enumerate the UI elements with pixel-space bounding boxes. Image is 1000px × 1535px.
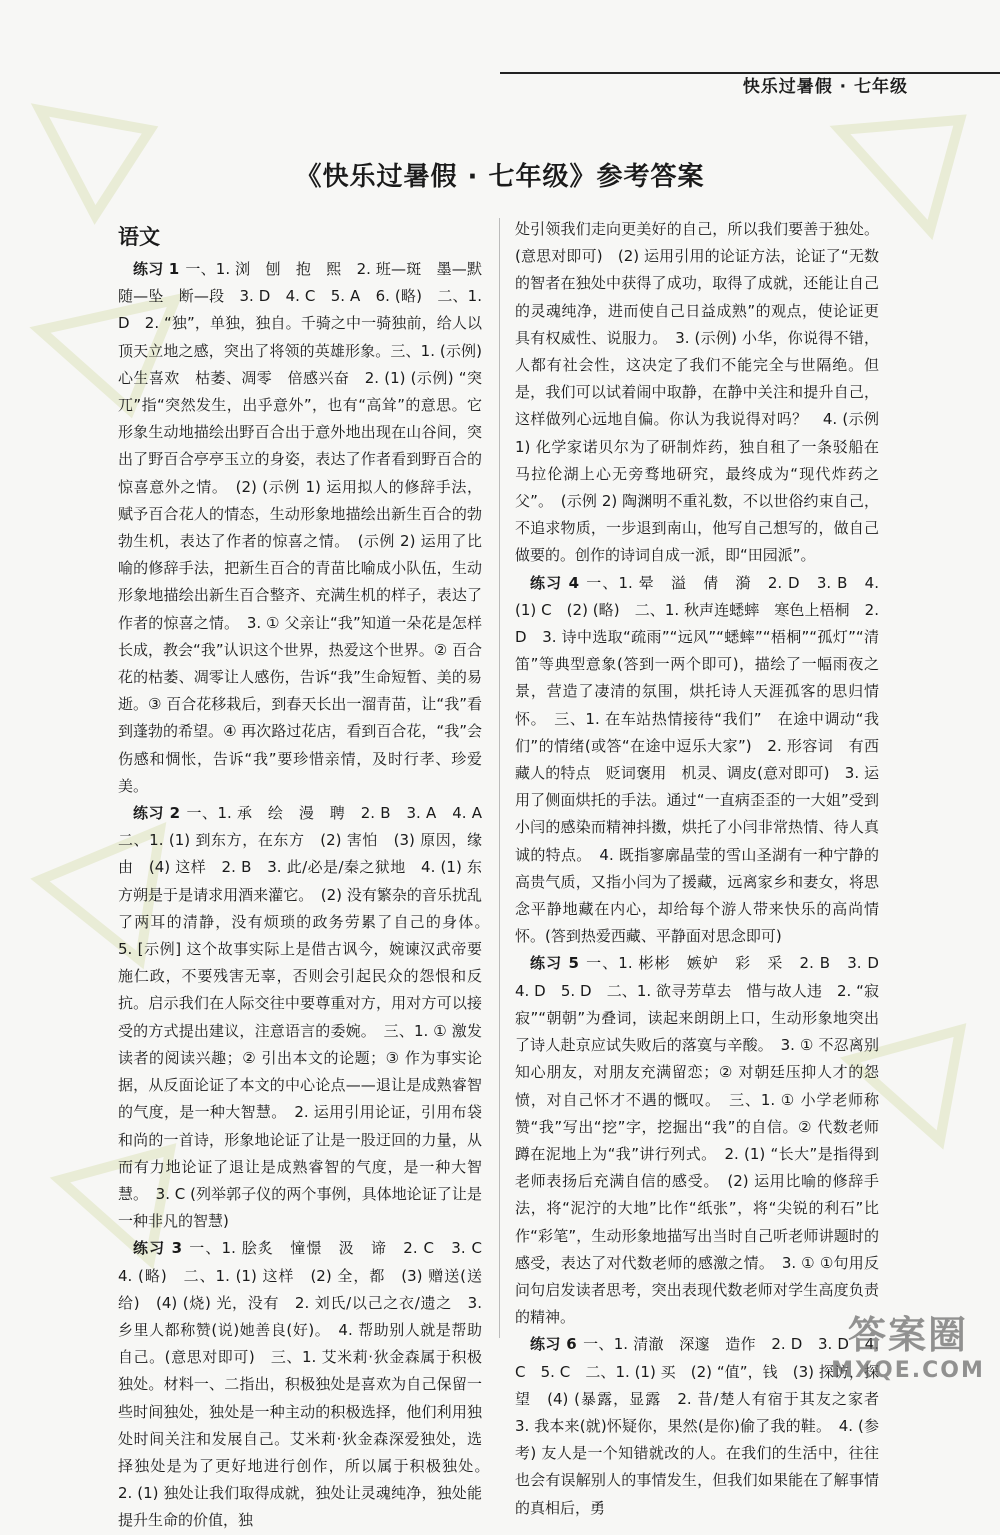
exercise-5 [515,950,894,1331]
page-title: 《快乐过暑假 · 七年级》参考答案 [295,162,705,192]
exercise-answers: 一、1. 清澈 深邃 造作 2. D 3. D 4. C 5. C 二、1. (1) 买 (2) “值”，钱 (3) 探访，探望 (4) (暴露，显露 2. 昔/楚人有宿于其友之家者 3. 我本来(就)怀疑你，果然(是你)偷了我的鞋。 4. (参考) 友人是一个知错就改的人。在我们的生活中，往往也会有误解别人的事情发生，但我们如果能在了解事情的真相后，勇 [515,1335,895,1517]
watermark-logo [830,1312,986,1394]
series-title: 快乐过暑假 · 七年级 [742,77,908,97]
exercise-6 [515,1331,895,1521]
exercise-answers: 一、1. 脍炙 憧憬 汲 谛 2. C 3. C 4. (略) 二、1. (1) 这样 (2) 全，都 (3) 赠送(送给) (4) (烧) 光，没有 2. 刘氏/以己之衣/遗之 3. 乡里人都称赞(说)她善良(好)。 4. 帮助别人就是帮助自己。(意思对即可) 三、1. 艾米莉·狄金森属于积极独处。材料一、二指出，积极独处是喜欢为自己保留一些时间独处，独处是一种主动的积极选择，他们利用独处时间关注和发展自己。艾米莉·狄金森深爱独处，选择独处是为了更好地进行创作，所以属于积极独处。 2. (1) 独处让我们取得成就，独处让灵魂纯净，独处能提升生命的价值，独 [118,1239,498,1530]
exercise-3-continued: 处引领我们走向更美好的自己，所以我们要善于独处。(意思对即可) (2) 运用引用的论证方法，论证了“无数的智者在独处中获得了成功，取得了成就，还能让自己的灵魂纯净，进而使自己日益成熟”的观点，使论证更具有权威性、说服力。 3. (示例) 小华，你说得不错，人都有社会性，这决定了我们不能完全与世隔绝。但是，我们可以试着闹中取静，在静中关注和提升自己，这样做列心远地自偏。你认为我说得对吗？ 4. (示例 1) 化学家诺贝尔为了研制炸药，独自租了一条驳船在马拉伦湖上心无旁骛地研究，最终成为“现代炸药之父”。 (示例 2) 陶渊明不重礼数，不以世俗约束自己，不追求物质，一步退到南山，他写自己想写的，做自己做要的。创作的诗词自成一派，即“田园派”。 [515,220,879,565]
column-divider [499,218,500,1338]
left-column [118,216,498,1535]
exercise-2 [118,800,498,1235]
exercise-label: 练习 6 [530,1335,577,1354]
watermark-text: 答案圈 [847,1313,968,1357]
subject-heading: 语文 [118,225,160,249]
exercise-label: 练习 3 [133,1239,183,1258]
exercise-answers: 一、1. 浏 刨 抱 熙 2. 班—斑 墨—默 随—坠 断—段 3. D 4. C 5. A 6. (略) 二、1. D 2. “独”，单独，独自。千骑之中一骑独前，给人以顶天立地之感，突出了将领的英雄形象。三、1. (示例) 心生喜欢 枯萎、凋零 倍感兴奋 2. (1) (示例) “突兀”指“突然发生，出乎意外”，也有“高耸”的意思。它形象生动地描绘出野百合出于意外地出现在山谷间，突出了野百合亭亭玉立的身姿，表达了作者看到野百合的惊喜意外之情。 (2) (示例 1) 运用拟人的修辞手法，赋予百合花人的情态，生动形象地描绘出新生百合的勃勃生机，表达了作者的惊喜之情。 (示例 2) 运用了比喻的修辞手法，把新生百合的青苗比喻成小队伍，生动形象地描绘出新生百合整齐、充满生机的样子，表达了作者的惊喜之情。 3. ① 父亲让“我”知道一朵花是怎样长成，教会“我”认识这个世界，热爱这个世界。② 百合花的枯萎、凋零让人感伤，告诉“我”生命短暂、美的易逝。③ 百合花移栽后，到春天长出一溜青苗，让“我”看到蓬勃的希望。④ 再次路过花店，看到百合花，“我”会伤感和惆怅，告诉“我”要珍惜亲情，及时行孝、珍爱美。 [118,260,498,795]
exercise-label: 练习 5 [530,954,579,973]
exercise-answers: 一、1. 承 绘 漫 聘 2. B 3. A 4. A 二、1. (1) 到东方，在东方 (2) 害怕 (3) 原因，缘由 (4) 这样 2. B 3. 此/必是/秦之狱地 4. (1) 东方朔是于是请求用酒来灌它。 (2) 没有繁杂的音乐扰乱了两耳的清静，没有烦琐的政务劳累了自己的身体。 5. [示例] 这个故事实际上是借古讽今，婉谏汉武帝要施仁政，不要残害无辜，否则会引起民众的怨恨和反抗。启示我们在人际交往中要尊重对方，用对方可以接受的方式提出建议，注意语言的委婉。 三、1. ① 激发读者的阅读兴趣；② 引出本文的论题；③ 作为事实论据，从反面论证了本文的中心论点——退让是成熟睿智的气度，是一种大智慧。 2. 运用引用论证，引用布袋和尚的一首诗，形象地论证了让是一股迂回的力量，从而有力地论证了退让是成熟睿智的气度，是一种大智慧。 3. C (列举郭子仪的两个事例，具体地论证了让是一种非凡的智慧) [118,804,498,1231]
watermark-url: MXQE.COM [831,1358,985,1383]
exercise-1 [118,256,498,800]
exercise-3 [118,1235,498,1534]
exercise-answers: 一、1. 晕 溢 倩 漪 2. D 3. B 4. (1) C (2) (略) 二、1. 秋声连蟋蟀 寒色上梧桐 2. D 3. 诗中选取“疏雨”“远风”“蟋蟀”“梧桐”“孤灯”“清笛”等典型意象(答到一两个即可)，描绘了一幅雨夜之景，营造了凄清的氛围，烘托诗人天涯孤客的思归情怀。 三、1. 在车站热情接待“我们” 在途中调动“我们”的情绪(或答“在途中逗乐大家”) 2. 形容词 有西藏人的特点 贬词褒用 机灵、调皮(意对即可) 3. 运用了侧面烘托的手法。通过“一直病歪歪的一大姐”受到小闫的感染而精神抖擞，烘托了小闫非常热情、待人真诚的特点。 4. 既指寥廓晶莹的雪山圣湖有一种宁静的高贵气质，又指小闫为了援藏，远离家乡和妻女，将思念平静地藏在内心，却给每个游人带来快乐的高尚情怀。(答到热爱西藏、平静面对思念即可) [515,573,879,946]
exercise-4 [515,570,879,951]
exercise-answers: 一、1. 彬彬 嫉妒 彩 采 2. B 3. D 4. D 5. D 二、1. 欲寻芳草去 惜与故人违 2. “寂寂”“朝朝”为叠词，读起来朗朗上口，生动形象地突出了诗人赴京应试失败后的落寞与辛酸。 3. ① 不忍离别知心朋友，对朋友充满留恋；② 对朝廷压抑人才的怨愤，对自己怀才不遇的慨叹。 三、1. ① 小学老师称赞“我”写出“挖”字，挖掘出“我”的自信。② 代数老师蹲在泥地上为“我”讲行列式。 2. (1) “长大”是指得到老师表扬后充满自信的感受。 (2) 运用比喻的修辞手法，将“泥泞的大地”比作“纸张”，将“尖锐的利石”比作“彩笔”，生动形象地描写出当时自己听老师讲题时的感受，表达了对代数老师的感激之情。 3. ① ①句用反问句启发读者思考，突出表现代数老师对学生高度负责的精神。 [515,954,894,1327]
exercise-label: 练习 1 [133,260,180,278]
exercise-label: 练习 4 [530,573,580,592]
exercise-label: 练习 2 [133,804,181,823]
right-column [515,216,895,1522]
